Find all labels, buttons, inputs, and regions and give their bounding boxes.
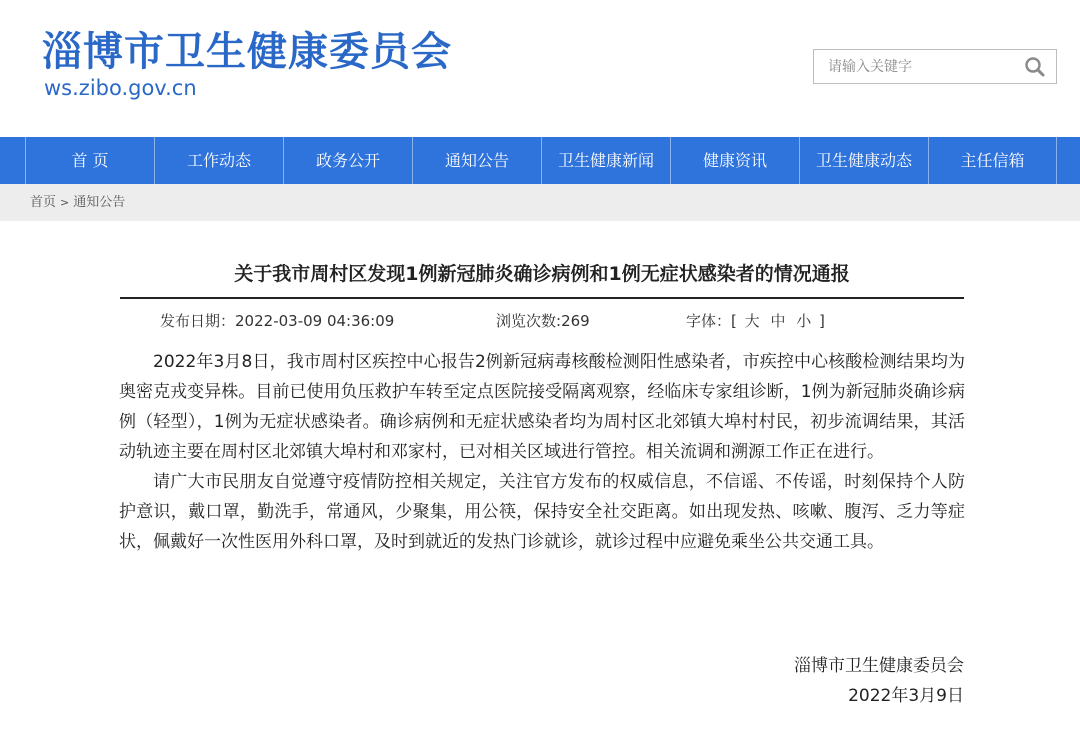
nav-item-notices[interactable]: 通知公告 (412, 137, 541, 184)
font-size-large-button[interactable]: 大 (744, 312, 760, 330)
site-domain: ws.zibo.gov.cn (44, 76, 197, 100)
nav-item-health-info[interactable]: 健康资讯 (670, 137, 799, 184)
nav-item-health-updates[interactable]: 卫生健康动态 (799, 137, 928, 184)
font-size-bracket-close: ] (819, 312, 825, 330)
breadcrumb-bar (0, 184, 1080, 221)
publish-date-label: 发布日期： (160, 312, 236, 330)
breadcrumb-current-link[interactable]: 通知公告 (73, 195, 126, 210)
site-title[interactable]: 淄博市卫生健康委员会 (42, 29, 452, 75)
site-header (0, 0, 1080, 137)
view-count (496, 311, 590, 331)
article-paragraph: 请广大市民朋友自觉遵守疫情防控相关规定，关注官方发布的权威信息，不信谣、不传谣，时刻保持个人防护意识，戴口罩，勤洗手，常通风，少聚集，用公筷，保持安全社交距离。如出现发热、咳嗽、腹泻、乏力等症状，佩戴好一次性医用外科口罩，及时到就近的发热门诊就诊，就诊过程中应避免乘坐公共交通工具。 (119, 472, 965, 552)
article-signature (794, 651, 964, 711)
font-size-small-button[interactable]: 小 (796, 312, 812, 330)
main-nav (0, 137, 1080, 184)
nav-item-government-affairs[interactable]: 政务公开 (283, 137, 412, 184)
font-size-label: 字体： (686, 312, 732, 330)
publish-date-value: 2022-03-09 04:36:09 (235, 312, 395, 330)
view-count-value: 269 (561, 312, 590, 330)
article-title: 关于我市周村区发现1例新冠肺炎确诊病例和1例无症状感染者的情况通报 (234, 263, 850, 285)
font-size-bracket-open: [ (731, 312, 737, 330)
view-count-label: 浏览次数: (496, 312, 562, 330)
search-input[interactable] (814, 50, 1014, 83)
breadcrumb (30, 184, 125, 221)
title-divider (120, 297, 964, 299)
nav-item-health-news[interactable]: 卫生健康新闻 (541, 137, 670, 184)
article-paragraph: 2022年3月8日，我市周村区疾控中心报告2例新冠病毒核酸检测阳性感染者，市疾控中心核酸检测结果均为奥密克戎变异株。目前已使用负压救护车转至定点医院接受隔离观察，经临床专家组诊断，1例为新冠肺炎确诊病例（轻型），1例为无症状感染者。确诊病例和无症状感染者均为周村区北郊镇大埠村村民，初步流调结果，其活动轨迹主要在周村区北郊镇大埠村和邓家村，已对相关区域进行管控。相关流调和溯源工作正在进行。 (119, 352, 965, 462)
signature-org: 淄博市卫生健康委员会 (794, 656, 964, 676)
search-box (813, 49, 1057, 84)
breadcrumb-home-link[interactable]: 首页 (30, 195, 57, 210)
nav-item-work-news[interactable]: 工作动态 (154, 137, 283, 184)
signature-date: 2022年3月9日 (848, 686, 964, 706)
search-icon[interactable] (1024, 56, 1046, 78)
font-size-control (686, 311, 825, 331)
nav-item-home[interactable]: 首 页 (25, 137, 154, 184)
nav-item-director-mailbox[interactable]: 主任信箱 (928, 137, 1057, 184)
publish-date (160, 311, 394, 331)
breadcrumb-separator: > (60, 196, 70, 209)
article-body (119, 347, 965, 557)
font-size-medium-button[interactable]: 中 (770, 312, 786, 330)
